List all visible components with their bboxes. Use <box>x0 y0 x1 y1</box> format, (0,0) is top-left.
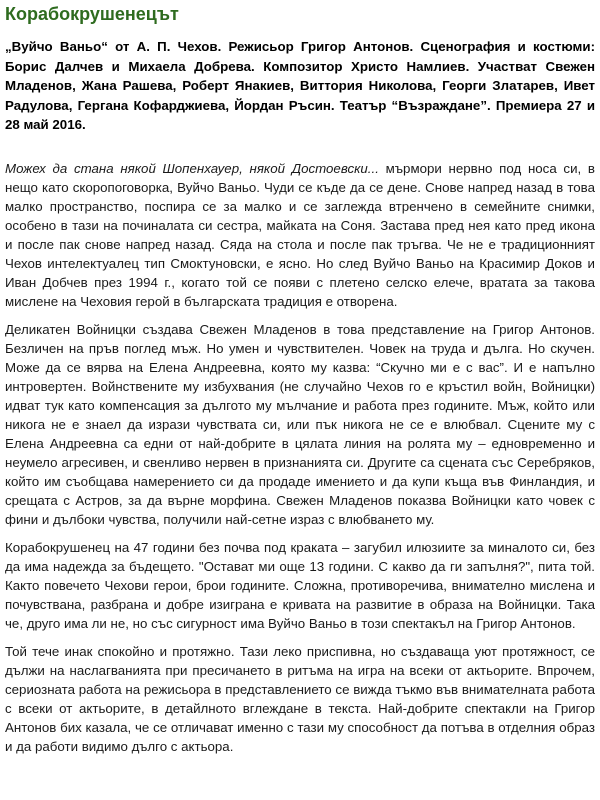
production-credits: „Вуйчо Ваньо“ от А. П. Чехов. Режисьор Григор Антонов. Сценография и костюми: Борис Далчев и Михаела Добрева. Композитор Христо Намлиев. Участват Свежен Младенов, Жана Рашева, Роберт Янакиев, Виттория Николова, Георги Златарев, Ивет Радулова, Гергана Кофарджиева, Йордан Ръсин. Театър “Възраждане”. Премиера 27 и 28 май 2016. <box>5 39 595 133</box>
article-title: Корабокрушенецът <box>5 4 179 24</box>
paragraph-3: Корабокрушенец на 47 години без почва под краката – загубил илюзиите за миналото си, без да има надежда за бъдещето. "Остават ми още 13 години. С какво да ги запълня?", пита той. Както повечето Чехови герои, брои годините. Сложна, противоречива, внимателно мислена и почувствана, разбрана и добре изиграна е кривата на развитие в образа на Войницки. Така че, друго има ли не, но със сигурност има Вуйчо Ваньо в този спектакъл на Григор Антонов. <box>5 539 595 631</box>
paragraph-1-text: мърмори нервно под носа си, в нещо като скоропоговорка, Вуйчо Ваньо. Чуди се къде да се дене. Снове напред назад в това малко пространство, поспира се за малко и се заглежда втренчено в семейните снимки, особено в тази на починалата си сестра, майката на Соня. Застава пред нея като пред икона и после пак снове напред назад. Сяда на стола и после пак тръгва. Че не е традиционният Чехов интелектуалец тип Смоктуновски, е ясно. Но след Вуйчо Ваньо на Красимир Доков и Иван Добчев през 1994 г., когато той се появи с плетено селско елече, вратата за такова мислене на Чеховия герой в българската традиция е отворена. <box>5 160 595 309</box>
paragraph-2: Деликатен Войницки създава Свежен Младенов в това представление на Григор Антонов. Безличен на пръв поглед мъж. Но умен и чувствителен. Човек на труда и дълга. Но скучен. Може да се вярва на Елена Андреевна, която му казва: “Скучно ми е с вас”. И е напълно интровертен. Войнствените му избухвания (не случайно Чехов го е кръстил войн, Войницки) идват тук като компенсация за дългото му мълчание и работа през годините. Мъж, който или никога не е знаел да изрази чувствата си, или пък никога не се е влюбвал. Сцените му с Елена Андреевна са едни от най-добрите в цялата линия на ролята му – едновременно и неумело агресивен, и свенливо нервен в признанията си. Другите са сцената със Серебряков, който им съобщава намерението си да продаде имението и да купи къща във Финландия, и срещата с Астров, за да върне морфина. Свежен Младенов показва Войницки като човек с фини и дълбоки чувства, получили най-сетне израз с влюбването му. <box>5 321 595 527</box>
paragraph-1-quote: Можех да стана някой Шопенхауер, някой Достоевски... <box>5 160 379 176</box>
paragraph-1 <box>5 159 595 311</box>
article <box>5 0 595 756</box>
paragraph-4: Той тече инак спокойно и протяжно. Тази леко приспивна, но създаваща уют протяжност, се дължи на наслагванията при пресичането в ритъма на игра на всеки от актьорите. Впрочем, сериозната работа на режисьора в представлението се вижда тъкмо във внимателната работа с всеки от актьорите, в детайлното вглеждане в текста. Най-добрите спектакли на Григор Антонов бих казала, че се отличават именно с тази му способност да потъва в отделния образ и да работи видимо дълго с актьора. <box>5 643 595 754</box>
